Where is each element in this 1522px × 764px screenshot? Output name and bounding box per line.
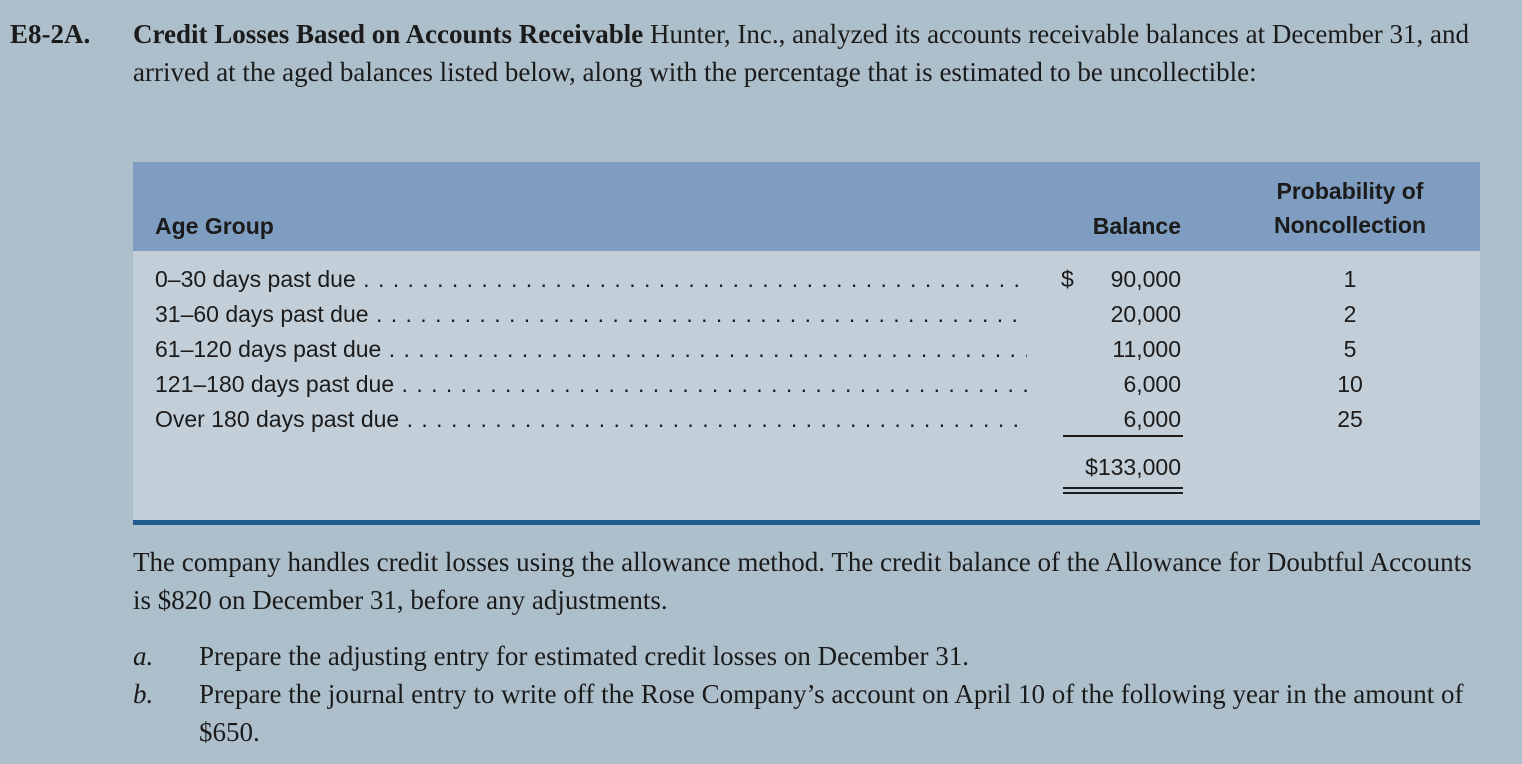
subtotal-rule [1063,435,1183,437]
header-age-group: Age Group [155,213,274,239]
dollar-sign: $ [1061,266,1074,292]
requirement-text: Prepare the adjusting entry for estimated credit losses on December 31. [199,641,970,671]
table-header [133,162,1480,251]
probability-cell: 1 [1343,266,1357,292]
probability-cell: 5 [1343,336,1357,362]
total-balance: $133,000 [1085,454,1181,480]
requirement-text: Prepare the journal entry to write off the Rose Company’s account on April 10 of the following year in the amount of $650. [199,679,1464,747]
balance-cell [1057,401,1181,437]
problem-title: Credit Losses Based on Accounts Receivable [133,19,644,49]
balance-value: 6,000 [1123,406,1181,432]
header-balance: Balance [1092,213,1181,239]
probability-cell: 25 [1337,406,1363,432]
table-row [133,366,1480,402]
balance-cell [1057,296,1181,332]
balance-cell [1057,331,1181,367]
table-row [133,331,1480,367]
problem-intro-text: Hunter, Inc., analyzed its accounts receivable balances at December 31, and arrived at the aged balances listed below, along with the percentage that is estimated to be uncollectible: [133,19,1470,87]
age-group-cell: 121–180 days past due . . . [155,366,1027,402]
balance-cell [1057,261,1181,297]
header-probability: Probability of Noncollection [1273,178,1427,238]
aging-table [133,162,1480,525]
balance-value: 90,000 [1110,266,1181,292]
age-group-cell: Over 180 days past due . . . [155,401,1027,437]
table-row [133,296,1480,332]
total-double-rule [1063,487,1183,494]
problem-number: E8-2A. [10,19,91,49]
probability-cell: 2 [1343,301,1357,327]
requirement-letter: a. [133,641,154,671]
balance-value: 6,000 [1123,371,1181,397]
age-group-cell: 0–30 days past due . . . [155,261,1027,297]
balance-cell [1057,366,1181,402]
requirement-letter: b. [133,679,154,709]
balance-value: 11,000 [1112,336,1181,362]
probability-cell: 10 [1337,371,1363,397]
problem-intro [133,15,1493,91]
table-row [133,261,1480,297]
method-description: The company handles credit losses using the allowance method. The credit balance of the Allowance for Doubtful Accounts is $820 on December 31, before any adjustments. [133,547,1472,615]
table-row [133,401,1480,437]
age-group-cell: 61–120 days past due . . . [155,331,1027,367]
age-group-cell: 31–60 days past due . . . [155,296,1027,332]
balance-value: 20,000 [1110,301,1181,327]
